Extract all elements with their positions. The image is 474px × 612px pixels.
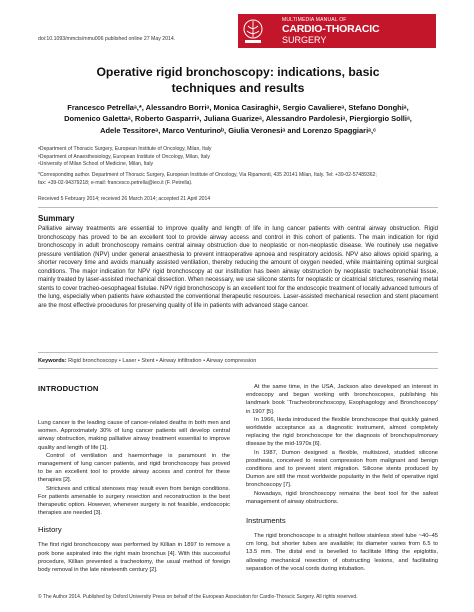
author-list bbox=[40, 102, 436, 136]
paragraph: In 1966, Ikeda introduced the flexible bronchoscope that quickly gained worldwide acceptance as a diagnostic instrument, almost completely replacing the rigid bronchoscope for the diagnosis of bronchopulmonary disease by the mid-1970s [6]. bbox=[246, 416, 438, 448]
article-title bbox=[38, 64, 438, 96]
copyright-footer: © The Author 2014. Published by Oxford University Press on behalf of the European Association for Cardio-Thoracic Surgery. All rights reserved. bbox=[38, 594, 358, 600]
journal-banner[interactable] bbox=[238, 14, 436, 48]
authors-line-2: Domenico Galettaᵃ, Roberto Gasparriᵃ, Juliana Guarizeᵃ, Alessandro Pardolesiᵃ, Piergiorgio Solliᵃ, bbox=[64, 114, 412, 124]
summary-heading: Summary bbox=[38, 214, 75, 223]
doi-line: doi:10.1093/mmcts/mmu006 published online 27 May 2014. bbox=[38, 36, 176, 42]
divider bbox=[38, 207, 438, 208]
banner-line-2: CARDIO-THORACIC bbox=[282, 23, 380, 35]
right-column bbox=[246, 383, 438, 573]
affiliation-c: ᶜUniversity of Milan School of Medicine, Milan, Italy bbox=[38, 161, 154, 167]
paragraph: In 1987, Dumon designed a flexible, multisized, studded silicone prosthesis, conceived to resist compression from malignant and benign conditions and to prevent stent migration. Silicone stents produced by Dumon are still the most worldwide popularity in the field of operative rigid bronchoscopy [7]. bbox=[246, 449, 438, 489]
divider bbox=[38, 352, 438, 353]
corresponding-author bbox=[38, 172, 438, 187]
affiliation-a: ᵃDepartment of Thoracic Surgery, European Institute of Oncology, Milan, Italy bbox=[38, 146, 212, 152]
authors-line-1: Francesco Petrellaᵃ,*, Alessandro Borriᵃ, Monica Casiraghiᵃ, Sergio Cavaliereᵃ, Stefano Donghiᵃ, bbox=[67, 103, 409, 112]
received-dates: Received 5 February 2014; received 26 March 2014; accepted 21 April 2014 bbox=[38, 196, 211, 202]
title-line-2: techniques and results bbox=[171, 81, 305, 95]
paragraph: Nowadays, rigid bronchoscopy remains the best tool for the safest management of airway obstructions. bbox=[246, 490, 438, 505]
history-body bbox=[38, 541, 230, 574]
introduction-heading: INTRODUCTION bbox=[38, 384, 99, 393]
paragraph: The first rigid bronchoscopy was performed by Killian in 1897 to remove a pork bone aspirated into the right main bronchus [4]. With this successful procedure, Killian prevented a tracheotomy, the usual method of foreign body removal in the late nineteenth century [2]. bbox=[38, 542, 230, 574]
corresponding-line-2: fax: +39-02-94379218; e-mail: francesco.petrella@ieo.it (F. Petrella). bbox=[38, 179, 193, 186]
paragraph: Strictures and critical stenoses may result even from benign conditions. For patients amenable to surgery resection and reconstruction is the best therapeutic option. However, whenever surgery is not feasible, endoscopic therapies are needed [3]. bbox=[38, 485, 230, 517]
instruments-heading: Instruments bbox=[246, 516, 286, 526]
paragraph: Lung cancer is the leading cause of cancer-related deaths in both men and women. Approximately 30% of lung cancer patients will develop central airway obstruction, making palliative airway treatment essential to improve quality and length of life [1]. bbox=[38, 420, 230, 451]
banner-line-3: SURGERY bbox=[282, 35, 327, 45]
corresponding-line-1: *Corresponding author. Department of Thoracic Surgery, European Institute of Oncology, Via Ripamonti, 435 20141 Milan, Italy. Tel: +39-02-57489362; bbox=[38, 172, 377, 178]
affiliation-b: ᵇDepartment of Anaesthesiology, European Institute of Oncology, Milan, Italy bbox=[38, 153, 210, 160]
history-continued bbox=[246, 383, 438, 506]
left-column bbox=[38, 384, 230, 574]
keywords bbox=[38, 358, 438, 364]
paragraph: The rigid bronchoscope is a straight hollow stainless steel tube ~40–45 cm long, but shorter tubes are available; its diameter varies from 6.5 to 13.5 mm. The distal end is bevelled to facilitate lifting the epiglottis, allowing mechanical resection of obstructing lesions, and facilitating separation of the vocal cords during intubation. bbox=[246, 533, 438, 572]
keywords-label: Keywords: bbox=[38, 358, 67, 364]
title-line-1: Operative rigid bronchoscopy: indications, basic bbox=[96, 65, 380, 79]
summary-text: Palliative airway treatments are essential to improve quality and length of life in lung cancer patients with central airway obstruction. Rigid bronchoscopy has proved to be an excellent tool to provide airway access and control in this cohort of patients. The main indication for rigid bronchoscopy in adult bronchoscopy remains central airway obstruction due to neoplastic or non-neoplastic disease. We routinely use negative pressure ventilation (NPV) under general anaesthesia to prevent intraoperative apnoea and respiratory acidosis. NPV also allows opioid sparing, a shorter recovery time and avoids manually assisted ventilation, thereby reducing the amount of oxygen needed, while maintaining optimal surgical conditions. The major indication for NPV rigid bronchoscopy at our institution has been airway obstruction by neoplastic tracheobronchial tissue, mainly treated by laser-assisted mechanical dissection. When necessary, we use silicone stents for neoplastic or cicatricial strictures, reserving metal stents to cover tracheo-oesophageal fistulae. NPV rigid bronchoscopy is an excellent tool for the endoscopic treatment of locally advanced tumours of the lung, especially when patients have exhausted the conventional therapeutic resources. Laser-assisted mechanical resection and stent placement are the most effective procedures for preserving quality of life in patients with advanced stage cancer. bbox=[38, 226, 438, 309]
keywords-text: Rigid bronchoscopy • Laser • Stent • Airway infiltration • Airway compression bbox=[68, 358, 257, 364]
history-heading: History bbox=[38, 525, 62, 535]
instruments-body bbox=[246, 532, 438, 573]
journal-logo-icon bbox=[242, 17, 264, 45]
paragraph: Control of ventilation and haemorrhage is paramount in the management of lung cancer patients, and rigid bronchoscopy has proved to be an excellent tool to provide airway access and control for these therapies [2]. bbox=[38, 452, 230, 484]
affiliations bbox=[38, 146, 438, 169]
authors-line-3: Adele Tessitoreᵃ, Marco Venturinoᵇ, Giulia Veronesiᵃ and Lorenzo Spaggiariᵃ,ᶜ bbox=[100, 125, 376, 135]
divider bbox=[38, 368, 438, 369]
introduction-body bbox=[38, 419, 230, 517]
banner-line-1: MULTIMEDIA MANUAL OF bbox=[282, 17, 347, 23]
paragraph: At the same time, in the USA, Jackson also developed an interest in endoscopy and began working with bronchoscopes, publishing his landmark book ‘Tracheobronchoscopy, Esophagology and Bronchoscopy’ in 1907 [5]. bbox=[246, 384, 438, 415]
